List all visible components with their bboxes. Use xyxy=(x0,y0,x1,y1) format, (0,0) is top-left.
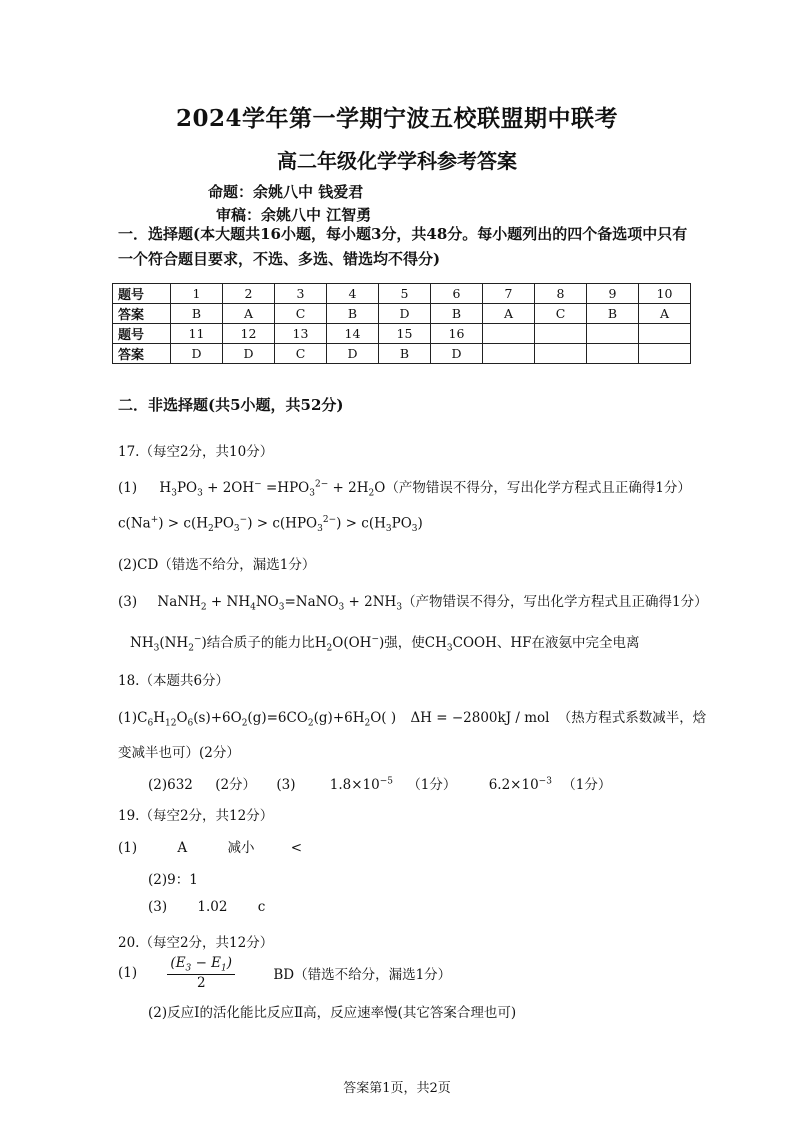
q17-concentration-order: $c(Na^+) > c(H_2PO_3^-) > c(HPO_3^{2-}) > c(H_3PO_3)$ xyxy=(118,515,423,535)
table-row xyxy=(113,304,691,324)
q17-equation: $H_3PO_3 + 2OH^- =HPO_3^{2-} + 2H_2O$ xyxy=(159,479,386,499)
table-row xyxy=(113,284,691,304)
table-cell: D xyxy=(327,344,379,364)
table-cell: B xyxy=(171,304,223,324)
table-cell xyxy=(483,344,535,364)
table-cell: 4 xyxy=(327,284,379,304)
table-cell xyxy=(535,344,587,364)
table-cell: C xyxy=(535,304,587,324)
q17-part1: (1) $H_3PO_3 + 2OH^- =HPO_3^{2-} + 2H_2O$（产物错误不得分，写出化学方程式且正确得1分） xyxy=(118,479,691,499)
table-cell: C xyxy=(275,344,327,364)
table-cell xyxy=(587,344,639,364)
table-cell xyxy=(535,324,587,344)
table-row xyxy=(113,324,691,344)
q18-part2: (2)632 (2分） (3) $1.8\times 10^{-5}$ （1分） $6.2\times 10^{-3}$ （1分） xyxy=(148,776,612,793)
q20-part2: (2)反应Ⅰ的活化能比反应Ⅱ高，反应速率慢(其它答案合理也可) xyxy=(148,1005,517,1021)
table-cell: B xyxy=(431,304,483,324)
page-title: 2024学年第一学期宁波五校联盟期中联考 xyxy=(175,105,618,132)
page-footer: 答案第1页，共2页 xyxy=(343,1081,451,1096)
table-cell: D xyxy=(379,304,431,324)
table-cell: A xyxy=(483,304,535,324)
q19-part2: (2)9：1 xyxy=(148,872,198,888)
answer-table xyxy=(112,283,691,364)
row-label-answer: 答案 xyxy=(113,304,171,324)
table-cell: B xyxy=(587,304,639,324)
q18-ka2: $6.2\times 10^{-3}$ xyxy=(488,776,552,793)
table-cell: 16 xyxy=(431,324,483,344)
q17-heading: 17.（每空2分，共10分） xyxy=(118,444,274,460)
table-cell: C xyxy=(275,304,327,324)
q19-heading: 19.（每空2分，共12分） xyxy=(118,808,274,824)
table-row xyxy=(113,344,691,364)
table-cell: 10 xyxy=(639,284,691,304)
q19-part3: (3) 1.02 c xyxy=(148,899,266,915)
table-cell xyxy=(639,344,691,364)
row-label-number: 题号 xyxy=(113,284,171,304)
row-label-answer: 答案 xyxy=(113,344,171,364)
q17-part3: (3) NaNH$_2$ + $NH_4NO_3=NaNO_3 + 2NH_3$（产物错误不得分，写出化学方程式且正确得1分） xyxy=(118,594,708,613)
table-cell: 11 xyxy=(171,324,223,344)
q18-part1-cont: 变减半也可）(2分） xyxy=(118,745,240,761)
table-cell: D xyxy=(431,344,483,364)
table-cell xyxy=(639,324,691,344)
table-cell: B xyxy=(379,344,431,364)
table-cell xyxy=(483,324,535,344)
table-cell: 3 xyxy=(275,284,327,304)
row-label-number: 题号 xyxy=(113,324,171,344)
table-cell: A xyxy=(223,304,275,324)
table-cell xyxy=(587,324,639,344)
table-cell: 8 xyxy=(535,284,587,304)
q18-part1: $(1)C_6H_{12}O_6(s)+6O_2(g)=6CO_2(g)+6H_2O$( ) ΔH = −2800kJ / mol （热方程式系数减半，焓 xyxy=(118,710,707,729)
table-cell: 6 xyxy=(431,284,483,304)
table-cell: 2 xyxy=(223,284,275,304)
section2-heading: 二．非选择题(共5小题，共52分) xyxy=(118,396,344,414)
table-cell: B xyxy=(327,304,379,324)
table-cell: 13 xyxy=(275,324,327,344)
table-cell: 15 xyxy=(379,324,431,344)
q20-fraction: $\frac{(E_3 - E_1)}{2}$ xyxy=(167,955,235,991)
page-subtitle: 高二年级化学学科参考答案 xyxy=(277,149,517,173)
table-cell: D xyxy=(171,344,223,364)
table-cell: 9 xyxy=(587,284,639,304)
q18-enthalpy: ΔH = −2800kJ / mol xyxy=(410,710,550,726)
q19-part1: (1) A 减小 < xyxy=(118,840,303,856)
table-cell: 12 xyxy=(223,324,275,344)
table-cell: A xyxy=(639,304,691,324)
q18-thermo-equation: $C_6H_{12}O_6(s)+6O_2(g)=6CO_2(g)+6H_2O$( ) xyxy=(137,710,397,729)
q18-ka1: $1.8\times 10^{-5}$ xyxy=(329,776,394,793)
q17-equation-3: NaNH$_2$ + $NH_4NO_3=NaNO_3 + 2NH_3$ xyxy=(157,594,403,613)
table-cell: 14 xyxy=(327,324,379,344)
q17-part2: (2)CD（错选不给分，漏选1分） xyxy=(118,557,316,573)
q18-heading: 18.（本题共6分） xyxy=(118,673,230,689)
table-cell: 1 xyxy=(171,284,223,304)
section1-heading: 一．选择题(本大题共16小题，每小题3分，共48分。每小题列出的四个备选项中只有一个符合题目要求，不选、多选、错选均不得分) xyxy=(118,225,688,268)
table-cell: D xyxy=(223,344,275,364)
table-cell: 5 xyxy=(379,284,431,304)
q20-part1: (1) $\frac{(E_3 - E_1)}{2}$ BD（错选不给分，漏选1分） xyxy=(118,955,452,991)
reviewer-credit: 审稿：余姚八中 江智勇 xyxy=(216,206,372,224)
q20-heading: 20.（每空2分，共12分） xyxy=(118,935,274,951)
author-credit: 命题：余姚八中 钱爱君 xyxy=(208,183,364,201)
table-cell: 7 xyxy=(483,284,535,304)
q17-explanation: $NH_3(NH_2^-)$结合质子的能力比$H_2O(OH^-)$强，使$CH_3COOH$、HF在液氨中完全电离 xyxy=(130,634,640,654)
